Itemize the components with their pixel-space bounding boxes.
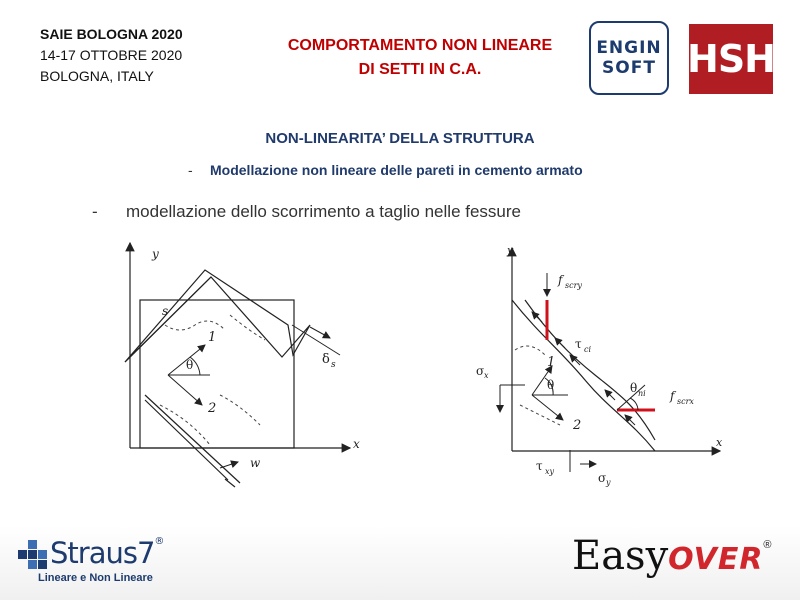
tau-ci-label: τ — [575, 337, 582, 351]
theta-ni-sub-label: ni — [638, 389, 646, 398]
tau-arrow-5 — [570, 355, 580, 365]
theta-ni-label: θ — [630, 381, 638, 395]
axis-2-arrow — [168, 375, 202, 405]
s-label: s — [162, 304, 169, 318]
tau-xy-label: τ — [536, 459, 543, 473]
f-scry-sub-label: scry — [565, 281, 582, 290]
sigma-x-sub-label: x — [484, 371, 489, 380]
tau-ci-sub-label: ci — [584, 345, 592, 354]
straus7-tagline: Lineare e Non Lineare — [38, 572, 153, 584]
crack-trace-3 — [220, 395, 260, 425]
x-axis-label: x — [353, 437, 360, 451]
crack-end — [225, 479, 235, 487]
subtitle — [188, 162, 583, 178]
element-square — [140, 300, 294, 448]
event-name: SAIE BOLOGNA 2020 — [40, 26, 183, 42]
straus7-squares-icon — [18, 540, 48, 570]
crack-edge-top — [125, 277, 211, 362]
crack-trace-1 — [165, 321, 225, 330]
straus7-reg: ® — [154, 536, 164, 547]
crack-trace-2 — [520, 405, 560, 425]
hsh-logo: HSH — [689, 24, 773, 94]
sigma-y-sub-label: y — [606, 478, 611, 487]
easyover-logo — [572, 533, 772, 579]
crack-surface-upper — [525, 300, 655, 440]
slide-title-line1: COMPORTAMENTO NON LINEARE — [287, 37, 553, 54]
axis-1-label: 1 — [547, 355, 556, 370]
straus7-wordmark — [50, 536, 163, 570]
w-arrow — [220, 462, 238, 468]
axis-2-label: 2 — [573, 418, 582, 433]
w-label: w — [250, 456, 261, 470]
rotated-element — [125, 270, 310, 362]
straus7-name: Straus7 — [50, 536, 155, 570]
enginsoft-logo-line2: SOFT — [602, 58, 656, 78]
slide-title-line2: DI SETTI IN C.A. — [358, 61, 482, 78]
enginsoft-logo — [589, 21, 669, 95]
theta-ni-arc — [630, 398, 638, 410]
section-title: NON-LINEARITA’ DELLA STRUTTURA — [265, 130, 535, 147]
crack-edge-bottom — [145, 395, 240, 483]
event-dates: 14-17 OTTOBRE 2020 — [40, 47, 183, 63]
tau-arrow-4 — [625, 415, 635, 425]
crack-shear-diagram-left — [110, 235, 370, 495]
easyover-over: OVER — [668, 542, 764, 577]
x-axis-label: x — [716, 436, 723, 449]
tau-arrow-3 — [605, 390, 615, 400]
easyover-easy: Easy — [572, 533, 669, 579]
bullet-item — [92, 202, 521, 222]
bullet-text: modellazione dello scorrimento a taglio nelle fessure — [126, 202, 521, 221]
delta-label: δ — [322, 352, 330, 367]
f-scrx-sub-label: scrx — [677, 397, 694, 406]
sigma-x-label: σ — [476, 364, 485, 378]
y-axis-label: y — [507, 244, 514, 257]
f-scry-label: f — [558, 273, 563, 287]
event-place: BOLOGNA, ITALY — [40, 68, 154, 84]
subtitle-text: Modellazione non lineare delle pareti in cemento armato — [210, 162, 583, 178]
tau-arrow-2 — [555, 338, 565, 348]
f-scrx-label: f — [670, 389, 675, 403]
event-info — [40, 24, 183, 87]
delta-sub-label: s — [331, 360, 336, 370]
theta-label: θ — [186, 358, 194, 372]
y-axis-label: y — [152, 247, 159, 261]
crack-stress-diagram-right — [470, 240, 740, 490]
crack-surface-lower — [512, 300, 655, 451]
axis-2-label: 2 — [208, 401, 217, 416]
easyover-reg: ® — [763, 539, 772, 551]
crack-trace-1 — [515, 346, 545, 355]
slide-title — [240, 34, 600, 82]
subtitle-dash: - — [188, 162, 193, 178]
enginsoft-logo-line1: ENGIN — [596, 38, 662, 58]
axis-2-arrow — [532, 395, 563, 420]
bullet-dash: - — [92, 202, 98, 221]
sigma-y-label: σ — [598, 471, 607, 485]
delta-leader — [292, 325, 340, 355]
axis-1-label: 1 — [208, 330, 217, 345]
delta-arrow — [310, 327, 330, 338]
tau-xy-sub-label: xy — [545, 467, 555, 476]
theta-label: θ — [547, 378, 555, 392]
tau-arrow-1 — [532, 312, 542, 322]
